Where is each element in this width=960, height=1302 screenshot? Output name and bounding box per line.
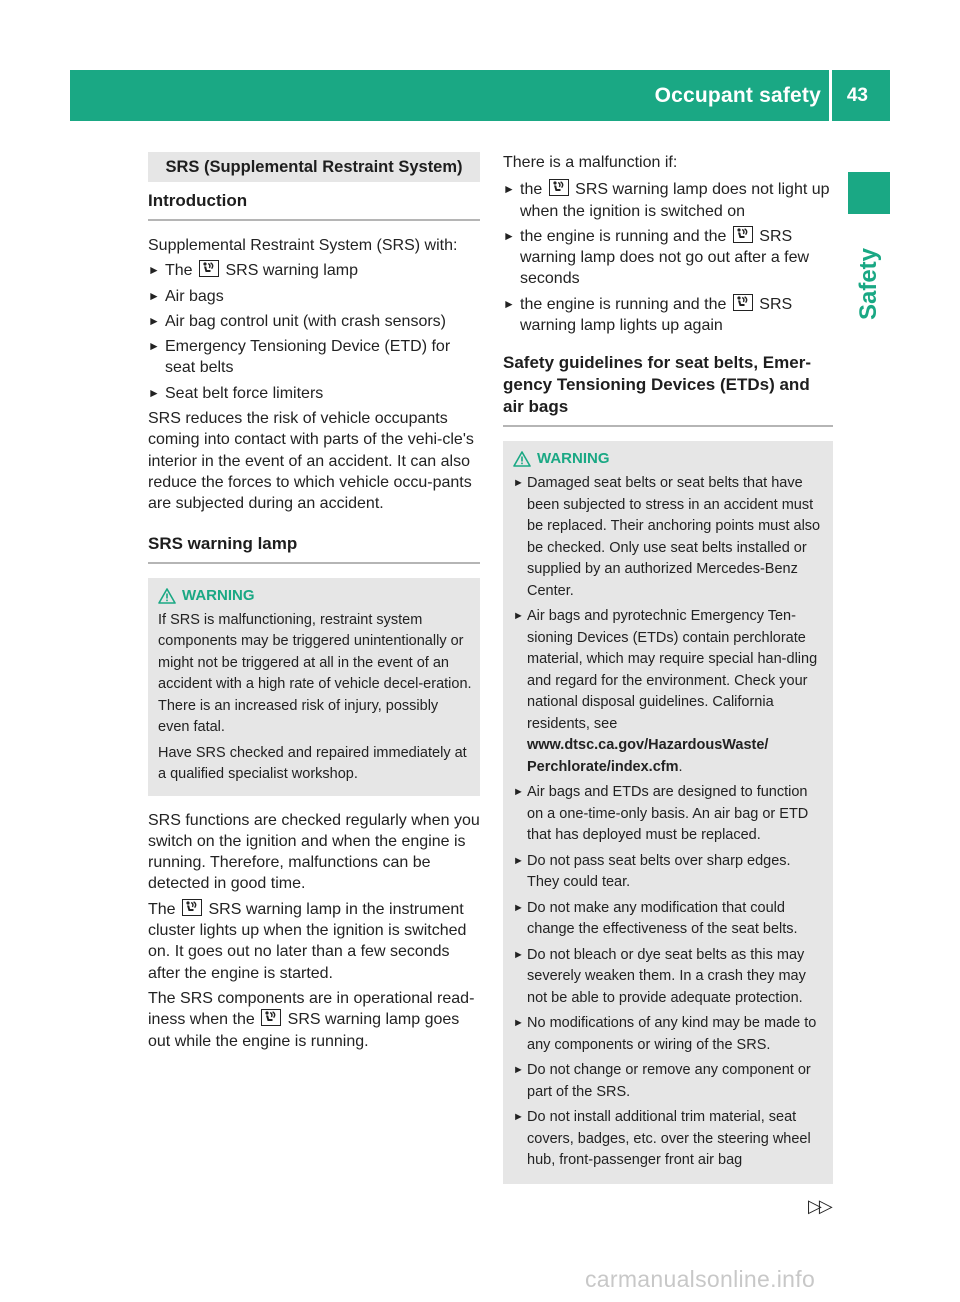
list-item: ► Air bags and ETDs are designed to function on a one-time-only basis. An air bag or ETD that has deployed must be replaced. [513,784,809,844]
header-divider [829,70,832,121]
watermark: carmanualsonline.info [585,1266,816,1292]
side-tab-label: Safety [855,247,883,321]
bullet-icon: ► [513,948,524,961]
srs-warning-lamp-icon [182,899,202,916]
warning-list [513,473,825,1172]
checks-paragraph: SRS functions are checked regularly when you switch on the ignition and when the engine is running. Therefore, malfunctions can be detected in good time. [148,811,480,893]
malfunction-list [503,179,833,336]
warning-header [513,449,825,469]
warning-triangle-icon [158,588,176,604]
malfunction-lead: There is a malfunction if: [503,154,678,171]
bullet-icon: ► [513,1064,524,1077]
srs-warning-lamp-icon [733,294,753,311]
list-item: ► Do not change or remove any component or part of the SRS. [513,1062,811,1100]
warning-box [148,578,480,796]
side-tab[interactable] [838,234,900,334]
section-band-title: SRS (Supplemental Restraint System) [148,152,480,182]
introduction-heading: Introduction [148,190,480,221]
lamp-paragraph: The SRS warning lamp in the instrument cluster lights up when the ignition is switched on. It goes out no later than a few seconds after the engine is started. [148,900,467,982]
list-item: ► the SRS warning lamp does not light up when the ignition is switched on [503,181,830,220]
section-title: Occupant safety [654,84,821,107]
list-item: ► Air bags and pyrotechnic Emergency Ten-sioning Devices (ETDs) contain perchlorate material, which may require special han-dling and regard for the environment. Check your national disposal guidelines. California residents, see www.dtsc.ca.gov/HazardousWaste/ Perchlorate/index.cfm. [513,608,818,775]
disposal-guidelines-link[interactable]: www.dtsc.ca.gov/HazardousWaste/ Perchlorate/index.cfm [527,737,769,775]
warning-text: If SRS is malfunctioning, restraint system components may be triggered unintentionally or might not be triggered at all in the event of an accident with a high rate of vehicle decel-eration. There is an increased risk of injury, possibly even fatal. [158,611,472,736]
intro-paragraph: SRS reduces the risk of vehicle occupants coming into contact with parts of the vehi-cle's interior in the event of an accident. It can also reduce the forces to which vehicle occu-pants are subjected during an accident. [148,410,474,513]
warning-header [158,586,472,606]
bullet-icon: ► [513,901,524,914]
bullet-icon: ► [148,263,160,278]
list-item: ► Do not pass seat belts over sharp edges. They could tear. [513,852,791,891]
bullet-icon: ► [148,385,160,400]
bullet-icon: ► [513,854,524,867]
bullet-icon: ► [503,228,515,243]
bullet-icon: ► [148,339,160,354]
side-tab-marker [848,172,890,214]
intro-lead: Supplemental Restraint System (SRS) with: [148,237,458,254]
right-column [503,152,833,1198]
bullet-icon: ► [513,1111,524,1124]
bullet-icon: ► [513,610,524,623]
readiness-paragraph: The SRS components are in operational read-iness when the SRS warning lamp goes out while the engine is running. [148,989,475,1050]
srs-warning-lamp-heading: SRS warning lamp [148,533,480,564]
warning-text: Have SRS checked and repaired immediately at a qualified specialist workshop. [158,744,467,783]
list-item: ► Damaged seat belts or seat belts that have been subjected to stress in an accident must be replaced. Their anchoring points must also be checked. Only use seat belts installed or supplied by an authorized Mercedes-Benz Center. [513,475,821,599]
intro-list [148,260,480,404]
bullet-icon: ► [148,288,160,303]
list-item: ► Do not install additional trim material, seat covers, badges, etc. over the steering wheel hub, front-passenger front air bag [513,1109,811,1169]
warning-box [503,441,833,1184]
srs-warning-lamp-icon [199,260,219,277]
bullet-icon: ► [513,477,524,490]
warning-label: WARNING [182,586,255,604]
srs-warning-lamp-icon [733,226,753,243]
list-item: ► Seat belt force limiters [148,383,480,404]
header-bar [70,70,890,121]
bullet-icon: ► [513,1017,524,1030]
list-item: ► Emergency Tensioning Device (ETD) for seat belts [148,338,451,377]
srs-warning-lamp-icon [549,179,569,196]
bullet-icon: ► [148,313,160,328]
list-item: ► No modifications of any kind may be made to any components or wiring of the SRS. [513,1015,817,1053]
list-item: ► Air bag control unit (with crash sensors) [148,311,480,332]
bullet-icon: ► [513,786,524,799]
list-item: ► Do not bleach or dye seat belts as this may severely weaken them. In a crash they may not be able to provide adequate protection. [513,946,806,1006]
list-item: ► the engine is running and the SRS warning lamp does not go out after a few seconds [503,227,810,288]
bullet-icon: ► [503,296,515,311]
warning-triangle-icon [513,451,531,467]
list-item: ► Do not make any modification that could change the effectiveness of the seat belts. [513,899,798,938]
srs-warning-lamp-icon [261,1009,281,1026]
list-item: ► Air bags [148,286,480,307]
list-item: ► the engine is running and the SRS warning lamp lights up again [503,295,793,335]
bullet-icon: ► [503,182,515,197]
left-column [148,152,480,1056]
safety-guidelines-heading: Safety guidelines for seat belts, Emer-gency Tensioning Devices (ETDs) and air bags [503,352,833,427]
list-item: ► The SRS warning lamp [148,260,480,281]
warning-label: WARNING [537,450,610,468]
page-number: 43 [846,85,868,106]
continue-arrows-icon: ▷▷ [808,1196,830,1216]
